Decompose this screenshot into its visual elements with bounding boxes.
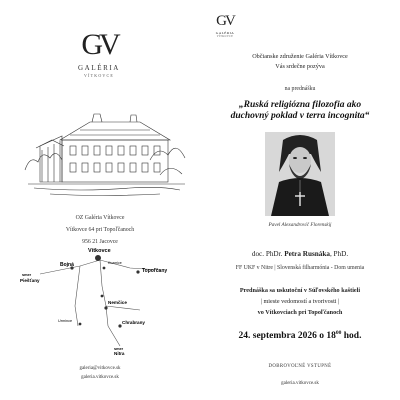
portrait-photo	[265, 132, 335, 216]
lecture-title-line: duchovný poklad v terra incognita“	[230, 111, 370, 121]
logo-name: GALÉRIA	[215, 31, 235, 35]
logo-monogram: GV	[81, 28, 117, 61]
map-label-kuzmice: Kuzmice	[108, 261, 122, 265]
logo-monogram: GV	[216, 13, 234, 29]
map-label-urmince: Urmince	[58, 319, 73, 323]
speaker-name: Petra Rusnáka	[284, 250, 330, 258]
venue-line: vo Vítkovciach pri Topoľčanoch	[257, 309, 343, 316]
map-label-vitkovce: Vítkovce	[88, 248, 111, 254]
lecture-title	[200, 100, 400, 122]
portrait-caption: Pavel Alexandrovič Florenskij	[268, 222, 332, 228]
lecture-title-line: „Ruská religiózna filozofia ako	[238, 100, 362, 110]
map-label-chrabrany: Chrabrany	[122, 320, 145, 325]
speaker-prefix: doc. PhDr.	[251, 250, 283, 258]
speaker-line	[200, 250, 400, 258]
contact-block	[0, 364, 200, 382]
location-map	[20, 246, 180, 356]
contact-web[interactable]: galeria.vitkovce.sk	[81, 375, 119, 380]
map-label-nitra: Nitra	[114, 351, 125, 356]
address-line: 956 21 Jacovce	[82, 239, 118, 245]
event-date-suffix: hod.	[341, 331, 362, 342]
venue-line: | mieste vedomostí a tvorivosti |	[260, 298, 340, 305]
contact-email[interactable]: galeria@vitkovce.sk	[79, 366, 121, 371]
address-line: OZ Galéria Vítkovce	[75, 215, 125, 221]
castle-sketch	[20, 100, 190, 200]
map-label-piestany: Piešťany	[20, 278, 40, 283]
speaker-affiliation: FF UKF v Nitre | Slovenská filharmónia - Dom umenia	[235, 265, 365, 271]
event-date	[200, 330, 400, 341]
right-panel	[200, 0, 400, 400]
organizer-block	[200, 52, 400, 72]
map-label-topolcany: Topoľčany	[142, 268, 168, 274]
map-label-nemcice: Nemčice	[108, 300, 127, 305]
website-link[interactable]: galeria.vitkovce.sk	[281, 381, 319, 386]
speaker-suffix: , PhD.	[329, 250, 349, 258]
event-date-minutes: 00	[335, 330, 342, 336]
map-label-smer: smer	[114, 347, 124, 351]
venue-line: Prednáška sa uskutoční v Súľovského kaštieli	[239, 287, 361, 294]
address-line: Vítkovce 64 pri Topoľčanoch	[65, 227, 135, 233]
invitation-line: Vás srdečne pozýva	[275, 63, 325, 70]
organizer-name: Občianske združenie Galéria Vítkovce	[252, 53, 348, 60]
address-block	[0, 212, 200, 248]
logo-name: GALÉRIA	[78, 64, 120, 72]
entry-note: DOBROVOĽNÉ VSTUPNÉ	[268, 364, 332, 369]
logo-sub: VÍTKOVCE	[216, 35, 234, 38]
gallery-logo-small	[214, 14, 236, 38]
lecture-intro: na prednášku	[284, 86, 316, 92]
logo-sub: VÍTKOVCE	[83, 73, 115, 78]
map-label-bojna: Bojná	[60, 262, 74, 268]
map-label-smer: smer	[22, 273, 32, 277]
gallery-logo	[62, 30, 136, 78]
vitkovce-marker	[95, 255, 101, 261]
venue-block	[200, 285, 400, 318]
event-date-text: 24. septembra 2026 o 18	[238, 331, 336, 342]
